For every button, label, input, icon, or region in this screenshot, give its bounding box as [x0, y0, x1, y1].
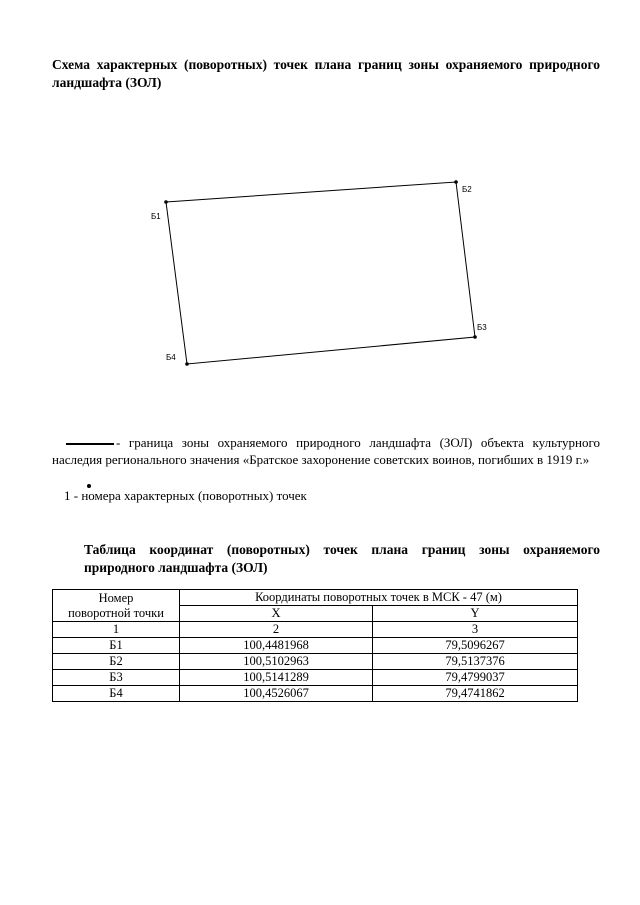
legend-boundary [52, 434, 600, 468]
boundary-plan [0, 0, 640, 420]
y-header: Y [373, 606, 578, 622]
point-label-b2: Б2 [462, 185, 472, 194]
x-header: X [180, 606, 373, 622]
index-cell: 2 [180, 622, 373, 638]
table-row [53, 670, 578, 686]
legend-points-text: 1 - номера характерных (поворотных) точек [64, 488, 307, 503]
point-number-header-line2: поворотной точки [68, 605, 164, 620]
legend-boundary-text: - граница зоны охраняемого природного ландшафта (ЗОЛ) объекта культурного наследия регионального значения «Братское захоронение советских воинов, погибших в 1919 г.» [52, 435, 600, 467]
x-cell: 100,4526067 [180, 686, 373, 702]
scheme-title: Схема характерных (поворотных) точек плана границ зоны охраняемого природного ландшафта (ЗОЛ) [52, 57, 600, 90]
point-cell: Б2 [53, 654, 180, 670]
table-header-row [53, 590, 578, 606]
table-index-row [53, 622, 578, 638]
table-title: Таблица координат (поворотных) точек плана границ зоны охраняемого природного ландшафта (ЗОЛ) [84, 542, 600, 575]
point-cell: Б1 [53, 638, 180, 654]
y-cell: 79,5137376 [373, 654, 578, 670]
boundary-line-sample [66, 443, 114, 445]
index-cell: 1 [53, 622, 180, 638]
point-marker-b2 [454, 180, 458, 184]
point-marker-b1 [164, 200, 168, 204]
x-cell: 100,5102963 [180, 654, 373, 670]
table-row [53, 686, 578, 702]
boundary-polygon [166, 182, 475, 364]
y-cell: 79,4799037 [373, 670, 578, 686]
point-marker-sample [87, 484, 91, 488]
point-label-b4: Б4 [166, 353, 176, 362]
coordinates-table [52, 589, 578, 702]
point-label-b1: Б1 [151, 212, 161, 221]
y-cell: 79,4741862 [373, 686, 578, 702]
legend-points [64, 487, 307, 504]
table-row [53, 638, 578, 654]
y-cell: 79,5096267 [373, 638, 578, 654]
coords-header: Координаты поворотных точек в МСК - 47 (м) [180, 590, 578, 606]
x-cell: 100,5141289 [180, 670, 373, 686]
point-number-header [53, 590, 180, 622]
x-cell: 100,4481968 [180, 638, 373, 654]
index-cell: 3 [373, 622, 578, 638]
point-cell: Б3 [53, 670, 180, 686]
point-label-b3: Б3 [477, 323, 487, 332]
table-row [53, 654, 578, 670]
point-number-header-line1: Номер [98, 590, 134, 605]
point-marker-b4 [185, 362, 189, 366]
point-marker-b3 [473, 335, 477, 339]
point-cell: Б4 [53, 686, 180, 702]
